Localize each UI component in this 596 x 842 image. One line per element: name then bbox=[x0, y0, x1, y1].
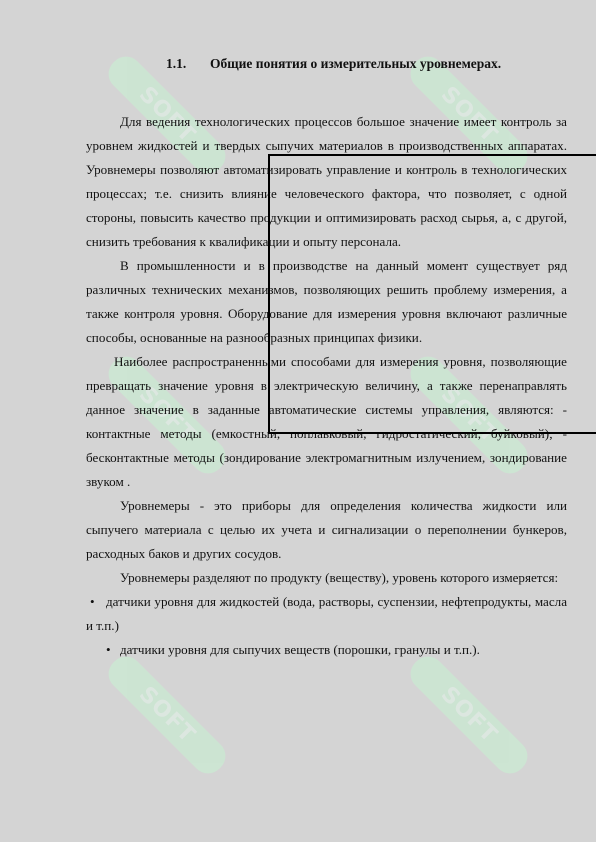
bullet-icon: • bbox=[90, 594, 95, 609]
watermark: SOFT bbox=[102, 350, 232, 480]
list-item-text: датчики уровня для жидкостей (вода, растворы, суспензии, нефтепродукты, масла и т.п.) bbox=[86, 594, 567, 633]
section-number: 1.1. bbox=[166, 56, 187, 71]
selection-frame bbox=[268, 154, 596, 434]
paragraph: Для ведения технологических процессов большое значение имеет контроль за уровнем жидкостей и твердых сыпучих материалов в производственных аппаратах. Уровнемеры позволяют автоматизировать управление и контроль в технологических процессах; т.е. снизить влияние человеческого фактора, что позволяет, с одной стороны, повысить качество продукции и оптимизировать расход сырья, а, с другой, снизить требования к квалификации и опыту персонала. bbox=[86, 114, 567, 249]
list-item bbox=[86, 638, 567, 662]
section-heading bbox=[86, 52, 567, 76]
paragraph: В промышленности и в производстве на данный момент существует ряд различных технических механизмов, позволяющих решить проблему измерения, а также контроля уровня. Оборудование для измерения уровня включают различные способы, основанные на разнообразных принципах физики. bbox=[86, 258, 567, 345]
watermark: SOFT bbox=[404, 50, 534, 180]
list-item-text: датчики уровня для сыпучих веществ (порошки, гранулы и т.п.). bbox=[120, 642, 480, 657]
section-title: Общие понятия о измерительных уровнемерах. bbox=[210, 56, 502, 71]
paragraph: Уровнемеры разделяют по продукту (веществу), уровень которого измеряется: bbox=[120, 570, 559, 585]
bullet-icon: • bbox=[106, 642, 111, 657]
watermark: SOFT bbox=[404, 350, 534, 480]
watermark: SOFT bbox=[102, 650, 232, 780]
watermark: SOFT bbox=[102, 50, 232, 180]
list-item bbox=[86, 590, 567, 638]
watermark: SOFT bbox=[404, 650, 534, 780]
paragraph: Наиболее распространенными способами для измерения уровня, позволяющие превращать значение уровня в электрическую величину, а также перенаправлять данное значение в заданные автоматические системы управления, являются: - контактные методы (емкостный, поплавковый, гидростатический, буйковый); - бесконтактные методы (зондирование электромагнитным излучением, зондирование звуком . bbox=[86, 354, 567, 489]
paragraph: Уровнемеры - это приборы для определения количества жидкости или сыпучего материала с целью их учета и сигнализации о переполнении бункеров, расходных баков и других сосудов. bbox=[86, 498, 567, 561]
